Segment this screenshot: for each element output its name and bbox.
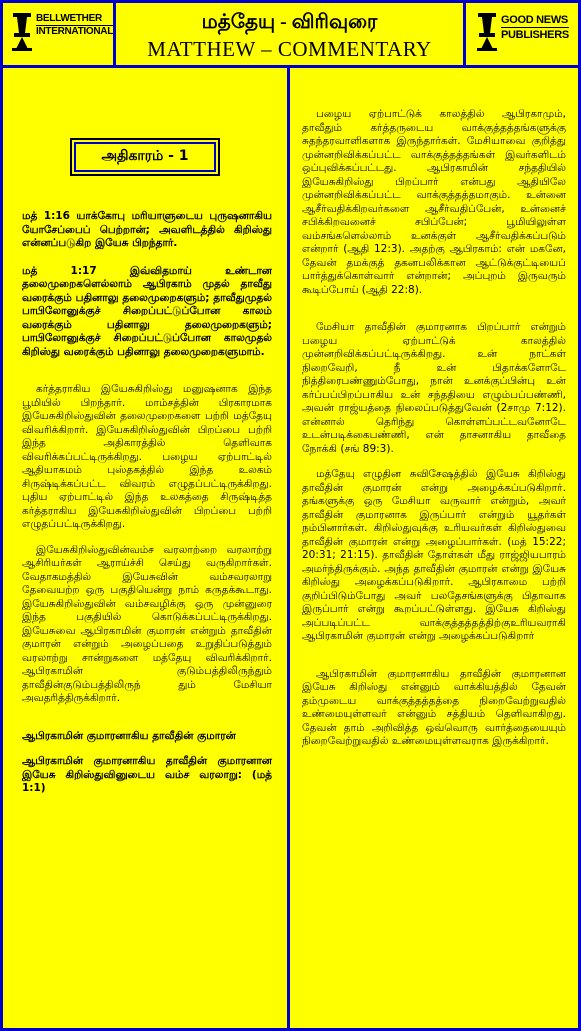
right-paragraph-3: மத்தேயு எழுதின சுவிசேஷத்தில் இயேசு கிறிஸ்து தாவீதின் குமாரன் என்று அழைக்கப்படுகிறார். தங்களுக்கு ஒரு மேசியா வருவார் என்றும், அவர் தாவீதின் குமாரனாக இருப்பார் என்றும் யூதர்கள் நம்பினார்கள். கிறிஸ்துவுக்கு உரியவர்கள் கிறிஸ்துவை தாவீதின் குமாரன் என்று அழைப்பார்கள். (மத் 15:22; 20:31; 21:15). தாவீதின் தோள்கள் மீது ராஜ்ஜியபாரம் அமர்ந்திருக்கும். அந்த தாவீதின் குமாரன் என்று இயேசு கிறிஸ்து அழைக்கப்படுகிறார். ஆபிரகாமை பற்றி குறிப்பிடும்போது அவர் பலதேசங்களுக்கு பிதாவாக இருப்பார் என்று கூறப்பட்டுள்ளது. இயேசு கிறிஸ்து அப்படிப்பட்ட வாக்குத்தத்தத்திற்குஉரியவராகி ஆபிரகாமின் குமாரன் என்று அழைக்கப்படுகிறார் [302, 468, 566, 642]
right-paragraph-1: பழைய ஏற்பாட்டுக் காலத்தில் ஆபிரகாமும், தாவீதும் கர்த்தருடைய வாக்குத்தத்தங்களுக்கு சுதந்தரவாளிகளாக இருந்தார்கள். மேசியாவை குறித்து முன்னறிவிக்கப்பட்ட வாக்குத்தத்தங்கள் இவர்களிடம் ஒப்புவிக்கப்பட்டது. ஆபிரகாமின் சந்ததியில் இயேசுகிறிஸ்து பிறப்பார் என்பது ஆதியிலே முன்னறிவிக்கப்பட்ட வாக்குத்தத்தமாகும். உன்னை ஆசீர்வதிக்கிறவர்களை ஆசீர்வதிப்பேன், உன்னைச் சபிக்கிறவனைச் சபிப்பேன்; பூமியிலுள்ள வம்சங்களெல்லாம் உனக்குள் ஆசீர்வதிக்கப்படும் என்றார் (ஆதி 12:3). அதற்கு ஆபிரகாம்: என் மகனே, தேவன் தமக்குத் தகனபலிக்கான ஆட்டுக்குட்டியைப் பார்த்துக்கொள்வார் என்றான்; அப்புறம் இருவரும் கூடிப்போய் (ஆதி 22:8). [302, 108, 566, 296]
verse-1-17: மத் 1:17 இவ்விதமாய் உண்டான தலைமுறைகளெல்லாம் ஆபிரகாம் முதல் தாவீது வரைக்கும் பதினாலு தலைமுறைகளும்; தாவீதுமுதல் பாபிலோனுக்குச் சிறைப்பட்டுப்போன காலம் வரைக்கும் பதினாலு தலைமுறைகளும்; பாபிலோனுக்குச் சிறைப்பட்டுப்போன காலமுதல் கிறிஸ்து வரைக்கும் பதினாலு தலைமுறைகளுமாம். [22, 264, 272, 358]
header-right-logo-box [463, 0, 581, 68]
good-news-logo [476, 13, 569, 51]
right-paragraph-2: மேசியா தாவீதின் குமாரனாக பிறப்பார் என்றும் பழைய ஏற்பாட்டுக் காலத்தில் முன்னறிவிக்கப்பட்டிருக்கிறது. உன் நாட்கள் நிறைவேறி, நீ உன் பிதாக்களோடே நித்திரைபண்ணும்போது, நான் உனக்குப்பின்பு உன் கர்ப்பப்பிறப்பாகிய உன் சந்ததியை எழும்பப்பண்ணி, அவன் ராஜ்யத்தை நிலைப்படுத்துவேன் (2சாமு 7:12). என்னால் தெரிந்து கொள்ளப்பட்டவனோடே உடன்படிக்கைபண்ணி, என் தாசனாகிய தாவீதை நோக்கி (சங் 89:3). [302, 321, 566, 455]
right-paragraph-4: ஆபிரகாமின் குமாரனாகிய தாவீதின் குமாரனான இயேசு கிறிஸ்து என்னும் வாக்கியத்தில் தேவன் தம்முடைய வாக்குத்தத்தத்தை நிறைவேற்றுவதில் உண்மையுள்ளவர் என்னும் சத்தியம் தெளிவாகிறது. தேவன் தாம் அறிவித்த ஒவ்வொரு வார்த்தையையும் நிறைவேற்றுவதில் உண்மையுள்ளவராக இருக்கிறார். [302, 667, 566, 747]
bellwether-logo-line2: INTERNATIONAL [36, 26, 114, 37]
chapter-heading-box [70, 138, 220, 176]
page-title-tamil: மத்தேயு - விரிவுரை [201, 11, 378, 33]
chapter-heading: அதிகாரம் - 1 [74, 142, 216, 172]
good-news-logo-icon [476, 13, 498, 51]
header-left-logo-box [0, 0, 116, 68]
left-paragraph-2: இயேசுகிறிஸ்துவின்வம்ச வரலாற்றை வரலாற்று ஆசிரியர்கள் ஆராய்ச்சி செய்து வருகிறார்கள். வேதாகமத்தில் இயேசுவின் வம்சவரலாறு தேவையற்ற ஒரு பகுதியென்று நாம் கருதக்கூடாது. இயேசுகிறிஸ்துவின் வம்சவழிக்கு ஒரு முன்னுரை இந்த பகுதியில் கொடுக்கப்பட்டிருக்கிறது. இயேசுவை ஆபிரகாமின் குமாரன் என்றும் தாவீதின் குமாரன் என்றும் அழைப்பதை உறுதிப்படுத்தும் வரலாற்று சான்றுகளை மத்தேயு விவரிக்கிறார். ஆபிரகாமின் குடும்பத்திலிருந்தும் தாவீதின்குடும்பத்திலிருந் தும் மேசியா அவதரித்திருக்கிறார். [22, 543, 272, 704]
right-column [302, 108, 566, 749]
verse-1-1: ஆபிரகாமின் குமாரனாகிய தாவீதின் குமாரனான இயேசு கிறிஸ்துவினுடைய வம்ச வரலாறு: (மத் 1:1) [22, 755, 272, 794]
bellwether-logo [11, 13, 113, 51]
good-news-logo-line1: GOOD NEWS [501, 14, 568, 26]
page-title-english: MATTHEW – COMMENTARY [147, 37, 432, 61]
header-title-box [113, 0, 466, 68]
left-paragraph-1: கர்த்தராகிய இயேசுகிறிஸ்து மனுஷனாக இந்த பூமியில் பிறந்தார். மாம்சத்தின் பிரகாரமாக இயேசுகிறிஸ்துவின் தலைமுறைகளை பற்றி மத்தேயு விவரிக்கிறார். இயேசுகிறிஸ்துவின் பிறப்பை பற்றி இந்த அதிகாரத்தில் தெளிவாக விவரிக்கப்பட்டிருக்கிறது. பழைய ஏற்பாட்டில் ஆதியாகமம் புஸ்தகத்தில் இந்த உலகம் சிருஷ்டிக்கப்பட்ட விவரம் எழுதப்பட்டிருக்கிறது. புதிய ஏற்பாட்டில் இந்த உலகத்தை சிருஷ்டித்த கர்த்தராகிய இயேசுகிறிஸ்துவின் பிறப்பை பற்றி எழுதப்பட்டிருக்கிறது. [22, 383, 272, 530]
column-divider [287, 66, 290, 1031]
good-news-logo-line2: PUBLISHERS [501, 29, 569, 41]
verse-1-16: மத் 1:16 யாக்கோபு மரியாளுடைய புருஷனாகிய யோசேப்பைப் பெற்றான்; அவளிடத்தில் கிறிஸ்து என்னப்படுகிற இயேசு பிறந்தார். [22, 210, 272, 249]
bellwether-logo-line1: BELLWETHER [36, 13, 113, 26]
bellwether-logo-icon [11, 13, 33, 51]
left-column [22, 210, 272, 796]
section-heading: ஆபிரகாமின் குமாரனாகிய தாவீதின் குமாரன் [22, 729, 236, 742]
